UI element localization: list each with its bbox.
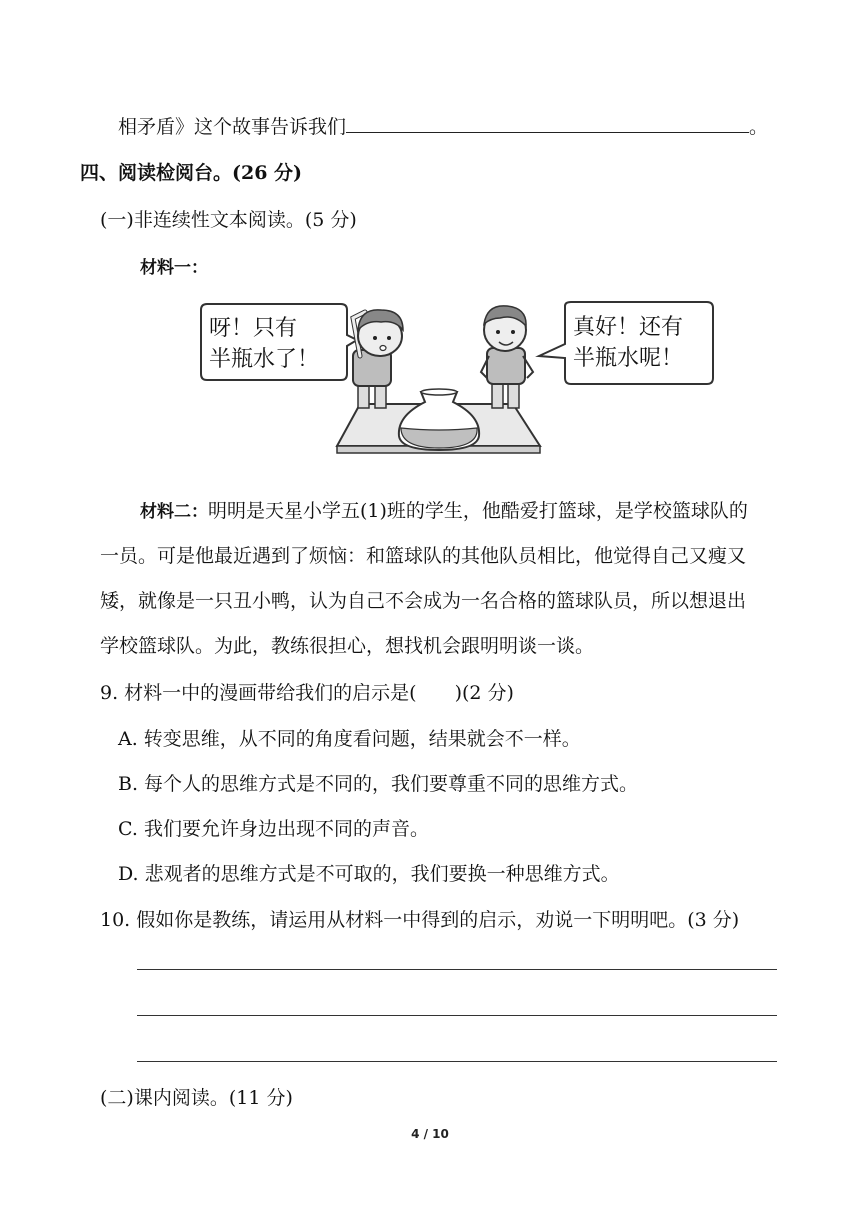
section-heading: 四、阅读检阅台。(26 分) xyxy=(80,162,303,184)
speech-bubble-right xyxy=(573,312,683,374)
material2-line: 一员。可是他最近遇到了烦恼：和篮球队的其他队员相比，他觉得自己又瘦又 xyxy=(100,545,747,567)
prev-question-end: 。 xyxy=(749,116,769,138)
bubble-right-line: 真好！还有 xyxy=(573,315,684,340)
bubble-left-line: 半瓶水了！ xyxy=(209,347,320,372)
part-heading: (二)课内阅读。(11 分) xyxy=(100,1087,293,1109)
material1-label: 材料一： xyxy=(140,258,208,278)
answer-line[interactable] xyxy=(137,969,777,970)
material2-text: 明明是天星小学五(1)班的学生，他酷爱打篮球，是学校篮球队的 xyxy=(208,500,748,522)
answer-line[interactable] xyxy=(137,1061,777,1062)
question-9-stem: 9. 材料一中的漫画带给我们的启示是( )(2 分) xyxy=(100,682,514,704)
page-number: 4 / 10 xyxy=(411,1127,449,1141)
option-c[interactable]: C. 我们要允许身边出现不同的声音。 xyxy=(118,818,429,840)
question-10-stem: 10. 假如你是教练，请运用从材料一中得到的启示，劝说一下明明吧。(3 分) xyxy=(100,909,740,931)
bubble-right-line: 半瓶水呢！ xyxy=(573,346,684,371)
answer-blank[interactable] xyxy=(346,131,749,133)
material2-line: 矮，就像是一只丑小鸭，认为自己不会成为一名合格的篮球队员，所以想退出 xyxy=(100,590,747,612)
comic-illustration xyxy=(195,300,720,480)
part-heading: (一)非连续性文本阅读。(5 分) xyxy=(100,209,357,231)
material2-line xyxy=(140,498,820,525)
prev-question-tail xyxy=(118,114,768,140)
answer-line[interactable] xyxy=(137,1015,777,1016)
option-b[interactable]: B. 每个人的思维方式是不同的，我们要尊重不同的思维方式。 xyxy=(118,773,639,795)
option-a[interactable]: A. 转变思维，从不同的角度看问题，结果就会不一样。 xyxy=(118,728,581,750)
material2-label: 材料二： xyxy=(140,502,208,522)
option-d[interactable]: D. 悲观者的思维方式是不可取的，我们要换一种思维方式。 xyxy=(118,863,620,885)
speech-bubble-left xyxy=(209,313,319,375)
prev-question-text: 相矛盾》这个故事告诉我们 xyxy=(118,116,347,138)
bubble-left-line: 呀！只有 xyxy=(209,316,298,341)
material2-line: 学校篮球队。为此，教练很担心，想找机会跟明明谈一谈。 xyxy=(100,635,595,657)
